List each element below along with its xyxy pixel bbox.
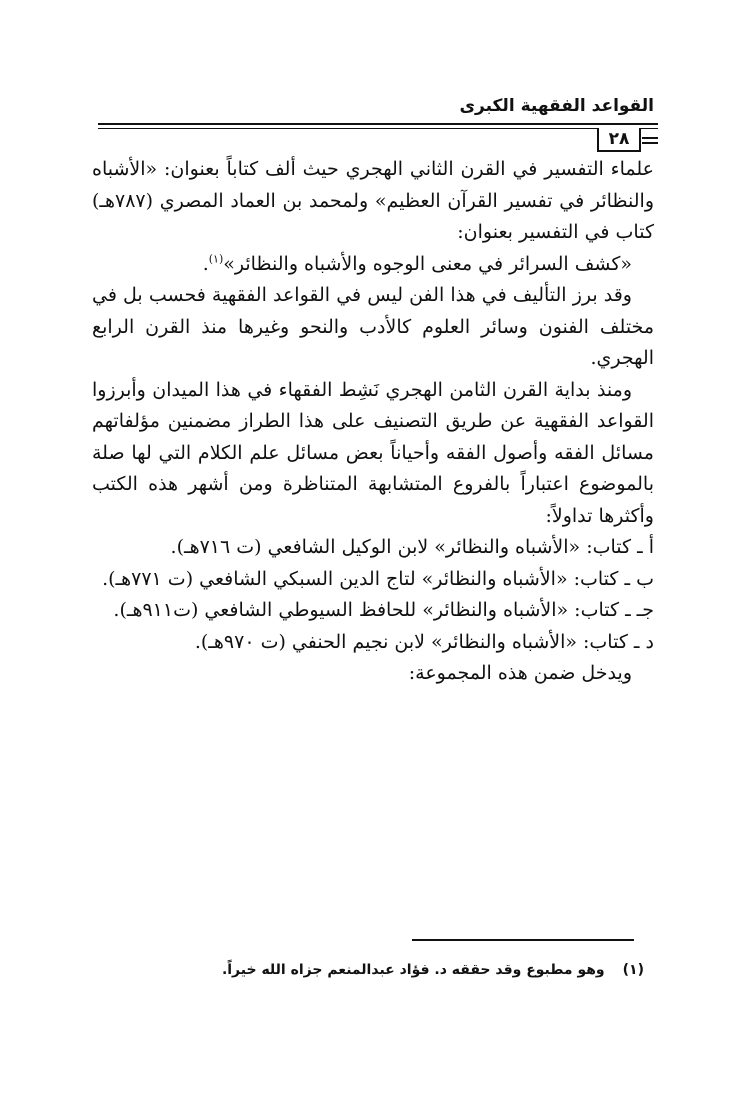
paragraph: علماء التفسير في القرن الثاني الهجري حيث ألف كتاباً بعنوان: «الأشباه والنظائر في تفسير القرآن العظيم» ولمحمد بن العماد المصري (٧٨٧هـ) كتاب في التفسير بعنوان: — [92, 158, 654, 243]
footnote-mark: (١) — [622, 962, 644, 978]
header-rule-thin — [98, 128, 658, 129]
page-number-dash — [642, 137, 658, 139]
list-item: جـ ـ كتاب: «الأشباه والنظائر» للحافظ السيوطي الشافعي (ت٩١١هـ). — [113, 599, 654, 621]
paragraph — [92, 249, 654, 281]
list-item: أ ـ كتاب: «الأشباه والنظائر» لابن الوكيل الشافعي (ت ٧١٦هـ). — [170, 536, 654, 558]
header-rule — [98, 123, 658, 125]
list-item: د ـ كتاب: «الأشباه والنظائر» لابن نجيم الحنفي (ت ٩٧٠هـ). — [194, 630, 654, 653]
footnote-reference: (١) — [208, 252, 224, 266]
list-item: ب ـ كتاب: «الأشباه والنظائر» لتاج الدين السبكي الشافعي (ت ٧٧١هـ). — [102, 567, 654, 590]
page-number: ٢٨ — [597, 128, 641, 152]
book-title: «كشف السرائر في معنى الوجوه والأشباه والنظائر» — [223, 252, 632, 275]
main-text — [92, 154, 654, 690]
footnote-text: وهو مطبوع وقد حققه د. فؤاد عبدالمنعم جزاه الله خيراً. — [221, 962, 605, 978]
paragraph: ويدخل ضمن هذه المجموعة: — [408, 662, 632, 684]
footnote — [104, 958, 644, 982]
footnote-separator — [412, 939, 634, 941]
paragraph: ومنذ بداية القرن الثامن الهجري نَشِط الفقهاء في هذا الميدان وأبرزوا القواعد الفقهية عن طريق التصنيف على هذا الطراز مضمنين مؤلفاتهم مسائل الفقه وأصول الفقه وأحياناً بعض مسائل علم الكلام التي لها صلة بالموضوع اعتباراً بالفروع المتشابهة المتناظرة ومن أشهر هذه الكتب وأكثرها تداولاً: — [92, 378, 654, 527]
page-number-dash — [642, 142, 658, 144]
punctuation: . — [202, 252, 209, 275]
running-header: القواعد الفقهية الكبرى — [459, 96, 654, 116]
paragraph: وقد برز التأليف في هذا الفن ليس في القواعد الفقهية فحسب بل في مختلف الفنون وسائر العلوم كالأدب والنحو وغيرها منذ القرن الرابع الهجري. — [92, 284, 654, 369]
